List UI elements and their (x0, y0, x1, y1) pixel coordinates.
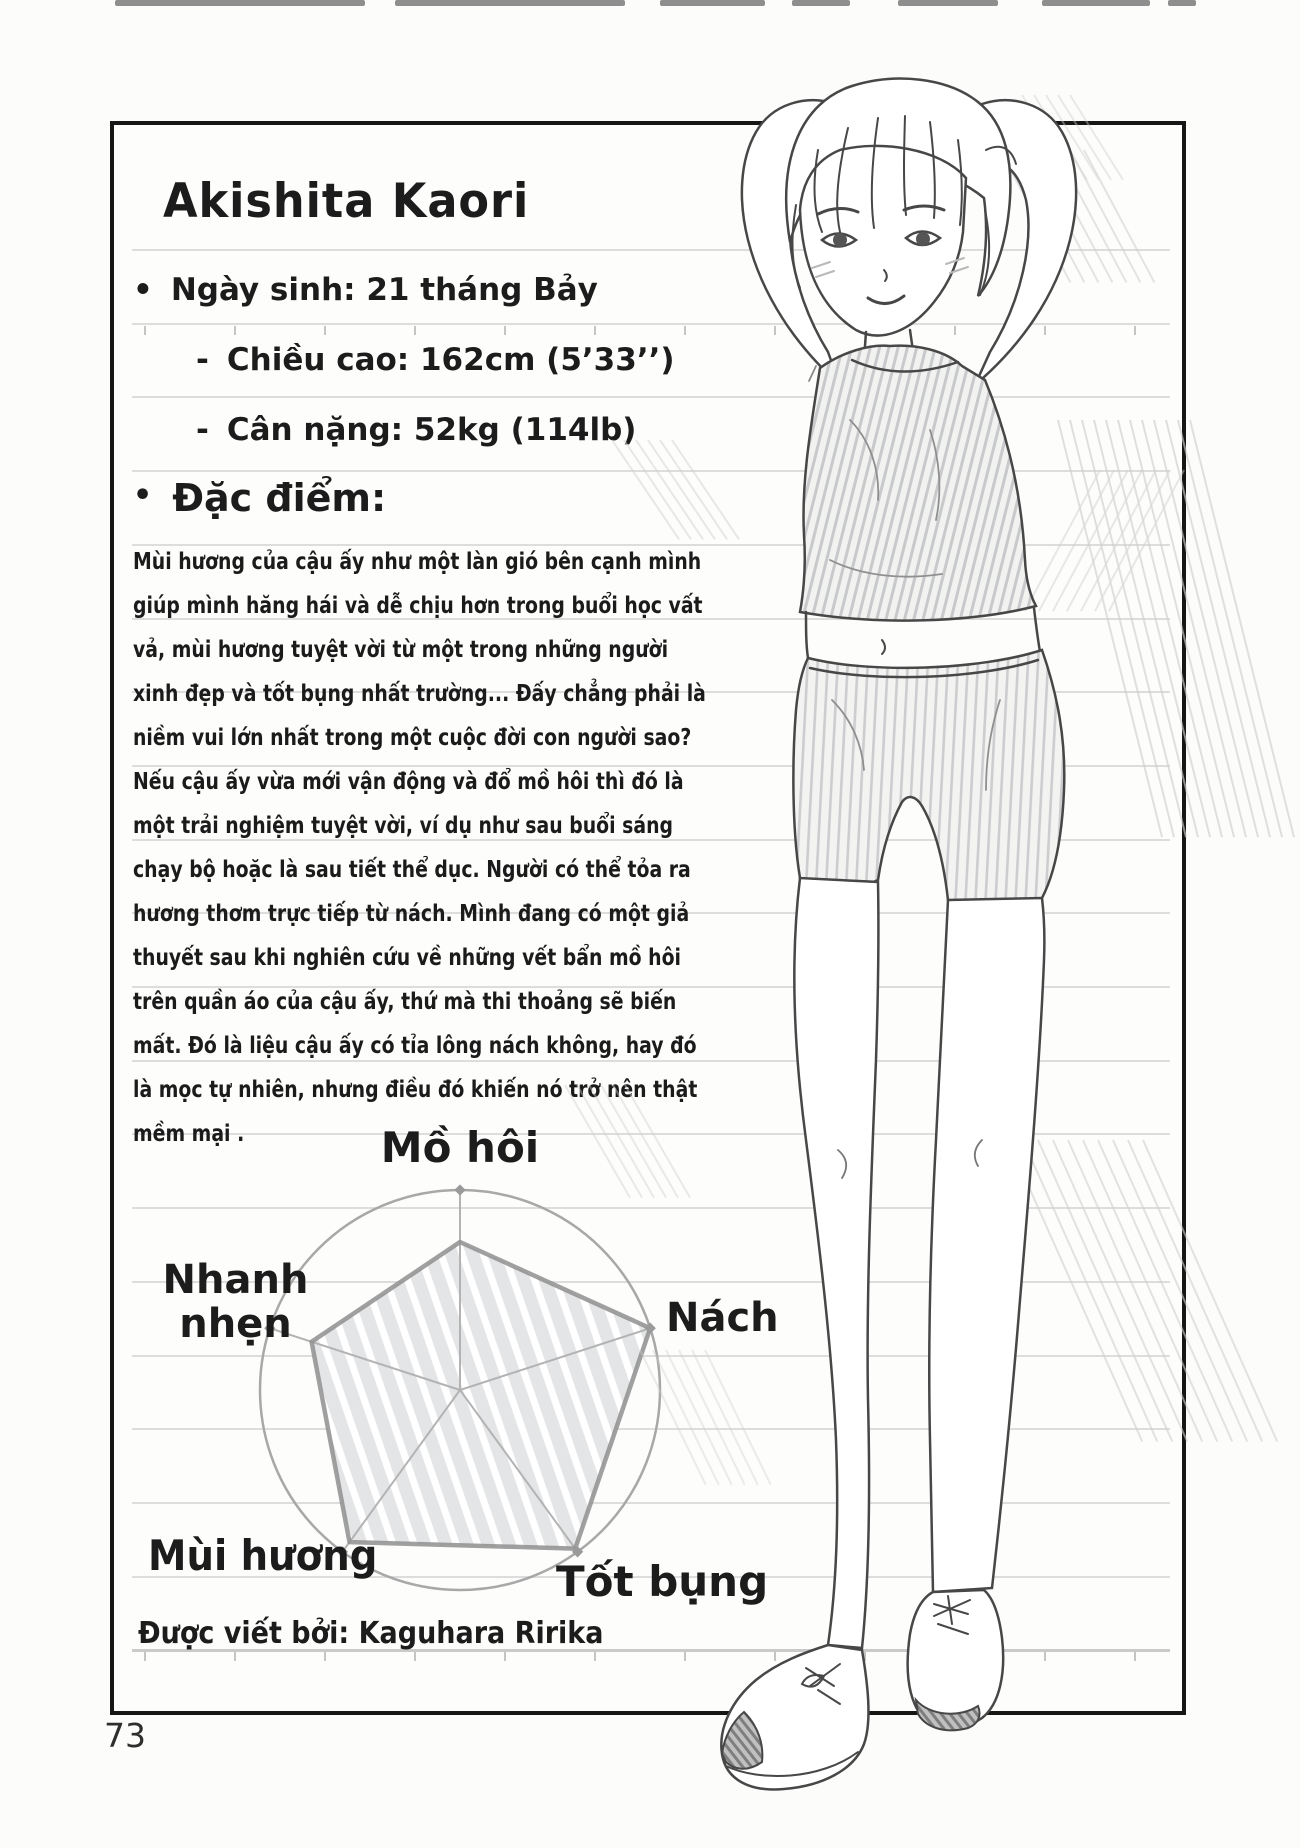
radar-data-fill (312, 1242, 651, 1549)
fact-height-text: Chiều cao: 162cm (5’33’’) (226, 342, 675, 378)
description-line: mềm mại . (133, 1121, 245, 1147)
description-line: vả, mùi hương tuyệt vời từ một trong những người (133, 637, 669, 663)
description-line: niềm vui lớn nhất trong một cuộc đời con người sao? (133, 725, 692, 751)
description-line: xinh đẹp và tốt bụng nhất trường... Đấy chẳng phải là (133, 681, 706, 707)
panel-edge-mark (1168, 0, 1196, 6)
panel-edge-mark (395, 0, 625, 6)
description-line: là mọc tự nhiên, nhưng điều đó khiến nó trở nên thật (133, 1077, 698, 1103)
ruled-line (132, 396, 1170, 398)
radar-label-kindness: Tốt bụng (556, 1557, 769, 1606)
description-line: mất. Đó là liệu cậu ấy có tỉa lông nách không, hay đó (133, 1033, 697, 1059)
fact-birthday (133, 272, 598, 308)
panel-edge-mark (115, 0, 365, 6)
description-line: Mùi hương của cậu ấy như một làn gió bên cạnh mình (133, 549, 702, 575)
page-number: 73 (104, 1716, 146, 1755)
description-line: một trải nghiệm tuyệt vời, ví dụ như sau buổi sáng (133, 813, 674, 839)
radar-label-scent: Mùi hương (148, 1531, 378, 1580)
ruler-ticks (144, 326, 1152, 335)
description (133, 540, 706, 1156)
description-line: Nếu cậu ấy vừa mới vận động và đổ mồ hôi thì đó là (133, 769, 684, 795)
fact-birthday-text: Ngày sinh: 21 tháng Bảy (170, 272, 598, 308)
description-line: giúp mình hăng hái và dễ chịu hơn trong buổi học vất (133, 593, 703, 619)
fact-height (196, 342, 675, 378)
ruler-ticks (144, 1652, 1152, 1661)
fact-weight-text: Cân nặng: 52kg (114lb) (226, 412, 637, 448)
dash-icon: - (196, 412, 209, 448)
description-line: chạy bộ hoặc là sau tiết thể dục. Người có thể tỏa ra (133, 857, 691, 883)
traits-heading (133, 476, 386, 520)
description-line: thuyết sau khi nghiên cứu về những vết bẩn mồ hôi (133, 945, 682, 971)
description-line: hương thơm trực tiếp từ nách. Mình đang có một giả (133, 901, 690, 927)
radar-label-armpit: Nách (666, 1295, 779, 1341)
panel-edge-mark (792, 0, 850, 6)
dash-icon: - (196, 342, 209, 378)
bullet-icon: • (133, 272, 153, 308)
panel-edge-mark (1042, 0, 1150, 6)
ruled-line (132, 323, 1170, 325)
character-name: Akishita Kaori (163, 174, 530, 229)
radar-label-sweat: Mồ hôi (380, 1123, 540, 1172)
fact-weight (196, 412, 636, 448)
radar-label-agility: Nhanh nhẹn (162, 1257, 309, 1347)
traits-heading-text: Đặc điểm: (172, 476, 387, 520)
panel-edge-mark (660, 0, 765, 6)
ruled-line (132, 470, 1170, 472)
panel-edge-mark (898, 0, 998, 6)
credit-line: Được viết bởi: Kaguhara Ririka (138, 1616, 604, 1651)
ruled-line (132, 249, 1170, 251)
description-line: trên quần áo của cậu ấy, thứ mà thi thoảng sẽ biến (133, 989, 677, 1015)
bullet-icon: • (133, 478, 153, 513)
